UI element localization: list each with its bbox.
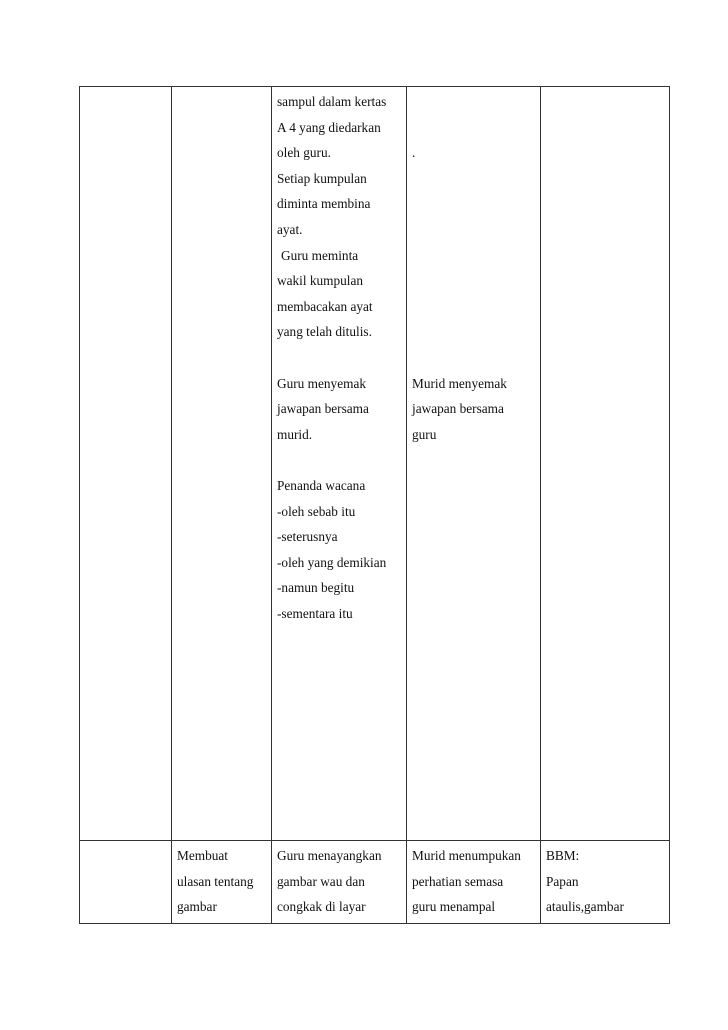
text-line: ulasan tentang: [177, 873, 254, 889]
text-line: Penanda wacana: [277, 477, 366, 493]
text-line: -oleh yang demikian: [277, 554, 387, 570]
spacer: [277, 447, 406, 473]
text-line: -oleh sebab itu: [277, 503, 356, 519]
spacer: [412, 268, 540, 294]
spacer: [412, 217, 540, 243]
text-line: Murid menumpukan: [412, 848, 521, 863]
spacer: [412, 345, 540, 371]
text-line: Guru menayangkan: [277, 848, 382, 863]
spacer: [412, 243, 540, 269]
table-cell-student-activity: [407, 841, 541, 924]
text-line: wakil kumpulan: [277, 273, 364, 289]
text-line: Papan: [546, 873, 579, 889]
text-line: -namun begitu: [277, 580, 355, 596]
table-cell-notes: [541, 87, 670, 841]
spacer: [412, 89, 540, 115]
spacer: [412, 319, 540, 345]
text-line: gambar wau dan: [277, 873, 365, 889]
text-line: Guru meminta: [281, 247, 359, 263]
text-line: diminta membina: [277, 196, 371, 212]
text-line: perhatian semasa: [412, 873, 504, 889]
table-cell-content: [172, 841, 272, 924]
lesson-plan-table: [79, 86, 670, 924]
spacer: [412, 166, 540, 192]
table-cell-stage: [80, 841, 172, 924]
text-line: .: [412, 145, 416, 161]
text-line: -seterusnya: [277, 529, 338, 545]
text-line: oleh guru.: [277, 145, 331, 161]
table-cell-content: [172, 87, 272, 841]
table-cell-stage: [80, 87, 172, 841]
table-cell-student-activity: [407, 87, 541, 841]
text-line: jawapan bersama: [412, 401, 504, 417]
text-line: BBM:: [546, 848, 580, 863]
table-row: [80, 87, 670, 841]
text-line: ayat.: [277, 221, 303, 237]
spacer: [412, 191, 540, 217]
spacer: [412, 294, 540, 320]
text-line: ataulis,gambar: [546, 899, 624, 915]
text-line: gambar: [177, 899, 217, 915]
text-line: sampul dalam kertas: [277, 94, 387, 109]
table-cell-teacher-activity: [272, 841, 407, 924]
text-line: A 4 yang diedarkan: [277, 119, 381, 135]
table-cell-teacher-activity: [272, 87, 407, 841]
text-line: congkak di layar: [277, 899, 366, 915]
text-line: Guru menyemak: [277, 375, 366, 391]
spacer: [412, 115, 540, 141]
text-line: membacakan ayat: [277, 298, 373, 314]
text-line: jawapan bersama: [277, 401, 369, 417]
text-line: yang telah ditulis.: [277, 324, 372, 340]
text-line: guru menampal: [412, 899, 496, 915]
text-line: murid.: [277, 426, 313, 442]
table-row: [80, 841, 670, 924]
text-line: Membuat: [177, 848, 228, 863]
table-cell-notes: [541, 841, 670, 924]
text-line: Murid menyemak: [412, 375, 507, 391]
text-line: Setiap kumpulan: [277, 170, 367, 186]
text-line: guru: [412, 426, 437, 442]
spacer: [277, 345, 406, 371]
text-line: -sementara itu: [277, 605, 353, 621]
